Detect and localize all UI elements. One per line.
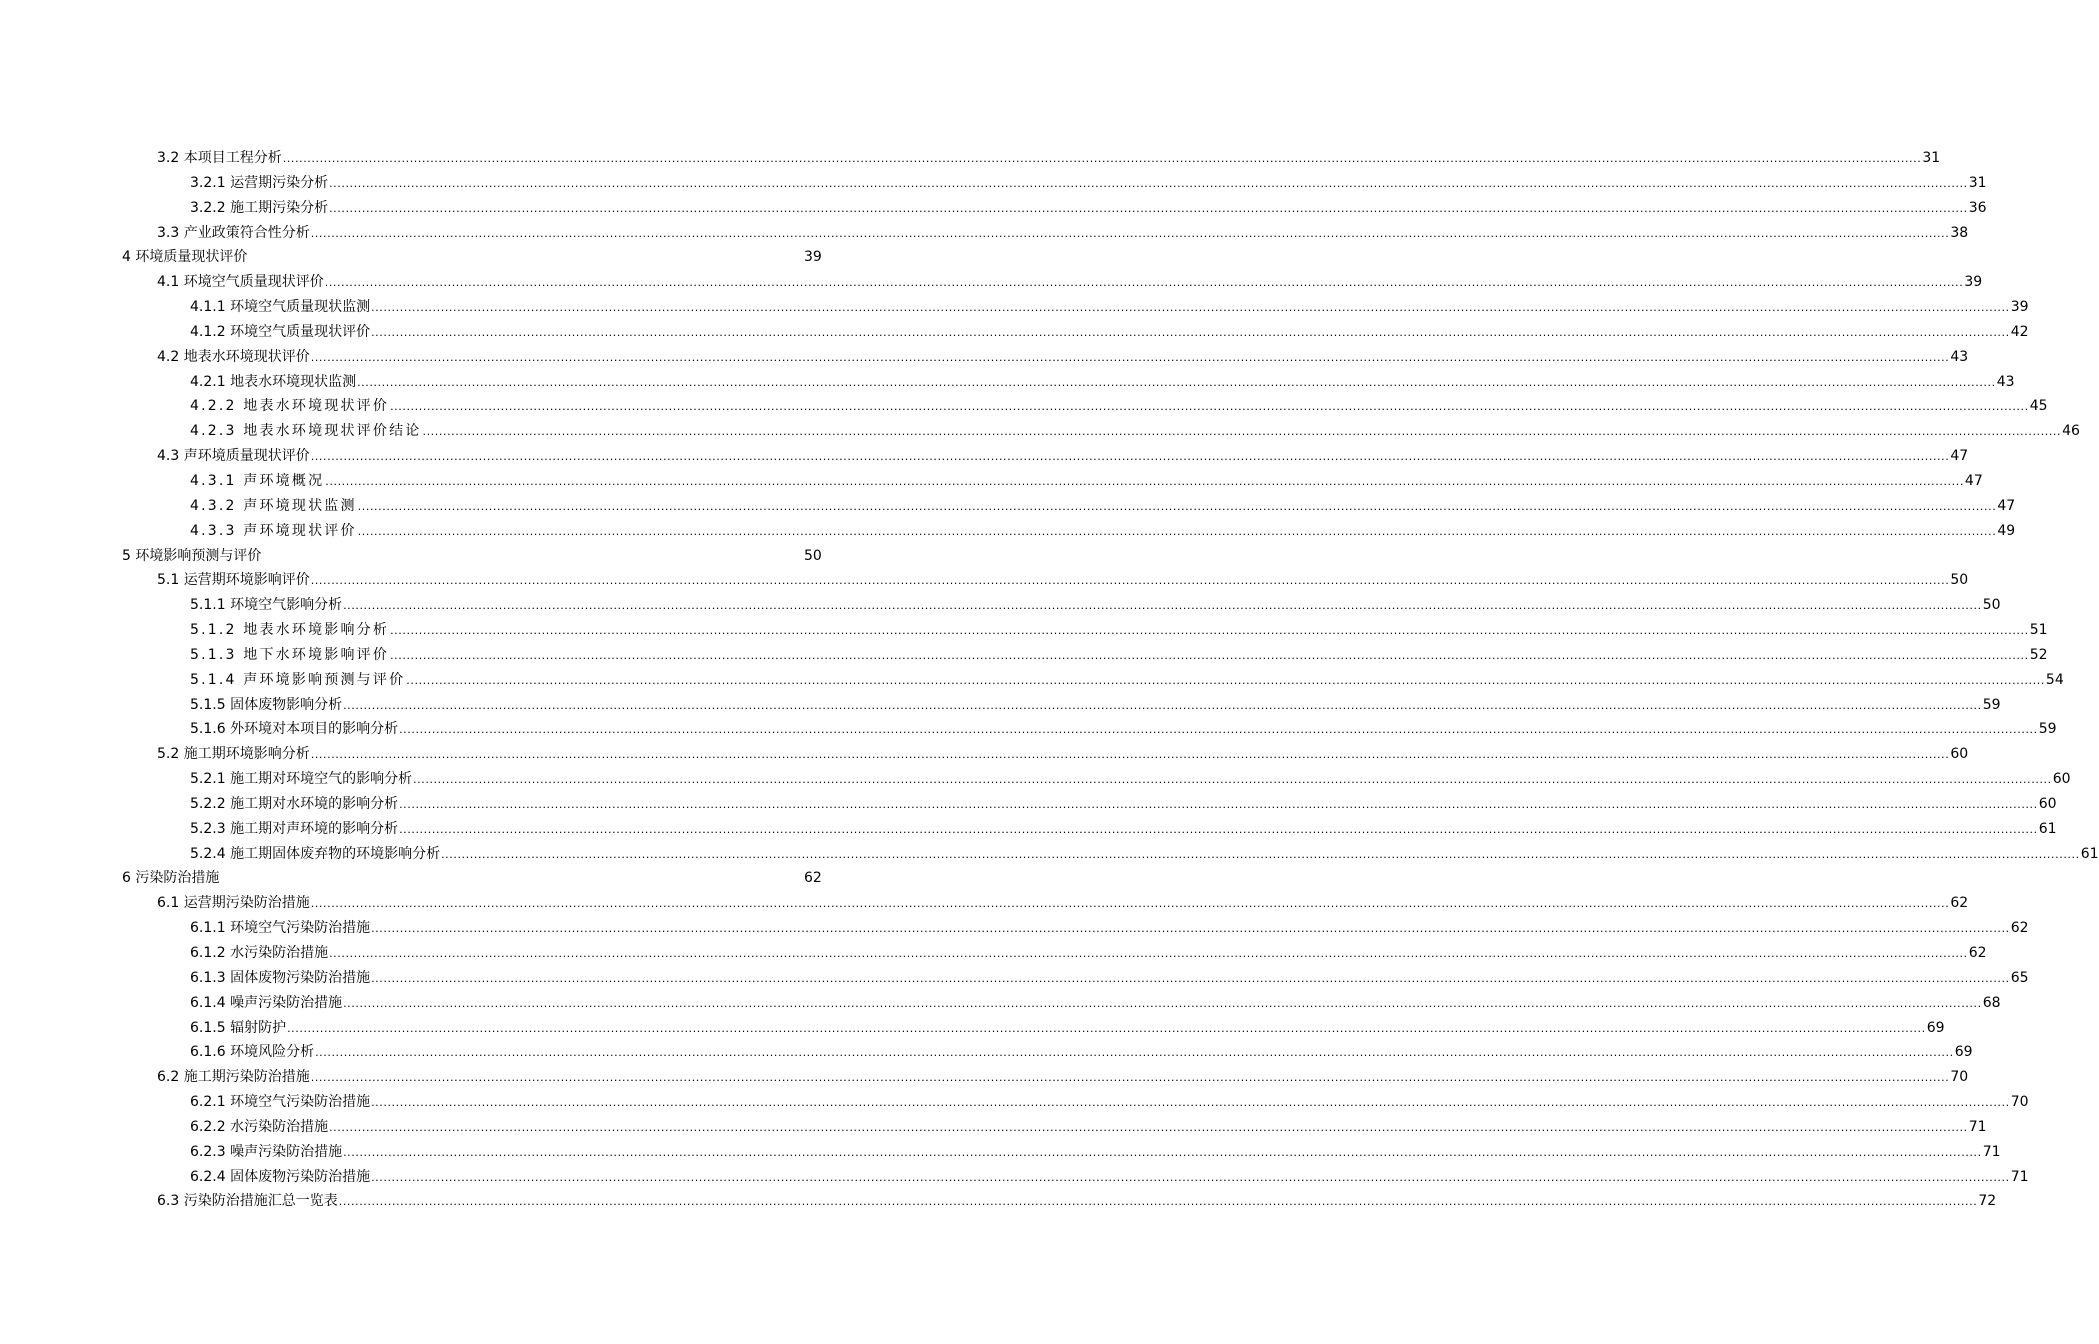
- toc-entry[interactable]: [0, 370, 2015, 395]
- toc-entry-page-number: 39: [2010, 299, 2029, 316]
- toc-entry-line: [190, 1090, 2029, 1116]
- toc-entry-line: [190, 370, 2015, 396]
- toc-entry-line: [157, 444, 1969, 470]
- toc-entry-page-number: 61: [2080, 845, 2099, 862]
- toc-entry[interactable]: [0, 1065, 1969, 1090]
- toc-entry-page-number: 71: [1968, 1118, 1987, 1135]
- toc-entry-page-number: 47: [1950, 448, 1969, 465]
- toc-entry-page-number: 69: [1926, 1019, 1945, 1036]
- dot-leader: ................................................................................................................................................................................................................................................................................................................................................................................................................: [310, 748, 1950, 762]
- dot-leader: ................................................................................................................................................................................................................................................................................................................................................................................................................: [315, 1046, 1954, 1060]
- dot-leader: ................................................................................................................................................................................................................................................................................................................................................................................................................: [390, 624, 2029, 638]
- toc-entry-title: 5.1.4 声环境影响预测与评价: [190, 671, 406, 688]
- toc-entry[interactable]: [0, 1115, 1987, 1140]
- toc-entry-page-number: 65: [2010, 969, 2029, 986]
- toc-entry-line: [190, 643, 2048, 669]
- dot-leader: ................................................................................................................................................................................................................................................................................................................................................................................................................: [399, 822, 2038, 836]
- toc-entry-line: [190, 519, 2016, 545]
- toc-entry-line: [157, 891, 1969, 917]
- dot-leader: ................................................................................................................................................................................................................................................................................................................................................................................................................: [371, 971, 2010, 985]
- toc-entry-line: [157, 742, 1969, 768]
- toc-entry-page-number: 47: [1964, 472, 1983, 489]
- toc-entry-page-number: 62: [1950, 895, 1969, 912]
- toc-entry-line: [190, 419, 2080, 445]
- toc-entry[interactable]: [0, 742, 1969, 767]
- toc-entry-title: 4.3.3 声环境现状评价: [190, 522, 357, 539]
- toc-entry[interactable]: [0, 817, 2057, 842]
- toc-entry-title: 3.2 本项目工程分析: [157, 150, 282, 166]
- toc-entry-page-number: 61: [2038, 820, 2057, 837]
- dot-leader: ................................................................................................................................................................................................................................................................................................................................................................................................................: [343, 599, 1982, 613]
- dot-leader: ................................................................................................................................................................................................................................................................................................................................................................................................................: [371, 325, 2010, 339]
- toc-entry[interactable]: [0, 1140, 2001, 1165]
- toc-entry-line: [190, 966, 2029, 992]
- toc-entry-line: [190, 916, 2029, 942]
- dot-leader: ................................................................................................................................................................................................................................................................................................................................................................................................................: [343, 996, 1982, 1010]
- toc-entry-title: 4.2.3 地表水环境现状评价结论: [190, 423, 422, 440]
- toc-entry-title: 6.2.4 固体废物污染防治措施: [190, 1168, 371, 1185]
- toc-entry[interactable]: [0, 196, 1987, 221]
- toc-entry-page-number: 62: [804, 870, 822, 887]
- toc-entry-page-number: 49: [1997, 522, 2016, 539]
- toc-entry-page-number: 31: [1922, 150, 1941, 166]
- toc-entry-line: [157, 146, 1941, 172]
- toc-entry[interactable]: [0, 767, 2071, 792]
- toc-entry-page-number: 47: [1997, 497, 2016, 514]
- toc-entry-line: [157, 1189, 1997, 1215]
- toc-entry[interactable]: [0, 270, 1983, 295]
- dot-leader: ................................................................................................................................................................................................................................................................................................................................................................................................................: [324, 276, 1964, 290]
- toc-entry[interactable]: [0, 295, 2029, 320]
- toc-entry-page-number: 38: [1950, 224, 1969, 241]
- dot-leader: ................................................................................................................................................................................................................................................................................................................................................................................................................: [390, 400, 2029, 414]
- toc-entry-title: 4.3.2 声环境现状监测: [190, 497, 357, 514]
- dot-leader: ................................................................................................................................................................................................................................................................................................................................................................................................................: [343, 698, 1982, 712]
- toc-entry-title: 3.2.1 运营期污染分析: [190, 174, 329, 191]
- toc-entry-title: 6.2.3 噪声污染防治措施: [190, 1143, 343, 1160]
- dot-leader: ................................................................................................................................................................................................................................................................................................................................................................................................................: [441, 847, 2080, 861]
- dot-leader: ................................................................................................................................................................................................................................................................................................................................................................................................................: [413, 773, 2052, 787]
- toc-entry-title: 6.3 污染防治措施汇总一览表: [157, 1193, 338, 1210]
- toc-entry-page-number: 70: [2010, 1094, 2029, 1111]
- toc-entry-line: [190, 1016, 1945, 1042]
- dot-leader: ................................................................................................................................................................................................................................................................................................................................................................................................................: [282, 152, 1922, 165]
- toc-entry-line: [157, 221, 1969, 247]
- dot-leader: ................................................................................................................................................................................................................................................................................................................................................................................................................: [371, 1096, 2010, 1110]
- toc-entry[interactable]: [0, 494, 2016, 519]
- dot-leader: ................................................................................................................................................................................................................................................................................................................................................................................................................: [287, 1021, 1926, 1035]
- toc-entry-line: [190, 394, 2048, 420]
- toc-entry-title: 5.2.4 施工期固体废弃物的环境影响分析: [190, 845, 441, 862]
- toc-entry-title: 5.1.5 固体废物影响分析: [190, 696, 343, 713]
- toc-entry-line: [190, 469, 1983, 495]
- toc-entry[interactable]: [0, 916, 2029, 941]
- toc-entry[interactable]: [0, 171, 1987, 196]
- toc-entry-title: 5.1 运营期环境影响评价: [157, 572, 310, 589]
- dot-leader: ................................................................................................................................................................................................................................................................................................................................................................................................................: [329, 176, 1968, 190]
- toc-entry-page-number: 54: [2045, 671, 2064, 688]
- toc-entry-line: [190, 295, 2029, 321]
- dot-leader: ................................................................................................................................................................................................................................................................................................................................................................................................................: [399, 797, 2038, 811]
- dot-leader: ................................................................................................................................................................................................................................................................................................................................................................................................................: [325, 474, 1964, 488]
- toc-entry[interactable]: [0, 792, 2057, 817]
- toc-entry-page-number: 71: [1982, 1143, 2001, 1160]
- toc-entry-line: [190, 494, 2016, 520]
- toc-entry-title: 4.2.1 地表水环境现状监测: [190, 373, 357, 390]
- toc-entry-page-number: 72: [1978, 1193, 1997, 1210]
- toc-entry-line: [190, 817, 2057, 843]
- toc-entry-title: 5 环境影响预测与评价: [122, 547, 262, 564]
- toc-entry-title: 6.1.5 辐射防护: [190, 1019, 287, 1036]
- toc-entry-page-number: 59: [2038, 721, 2057, 738]
- toc-entry[interactable]: [0, 544, 950, 569]
- toc-entry-title: 5.2.3 施工期对声环境的影响分析: [190, 820, 399, 837]
- toc-entry-page-number: 59: [1982, 696, 2001, 713]
- toc-entry[interactable]: [0, 320, 2029, 345]
- toc-entry-page-number: 43: [1996, 373, 2015, 390]
- toc-entry-page-number: 70: [1950, 1069, 1969, 1086]
- toc-entry[interactable]: [0, 618, 2048, 643]
- toc-entry[interactable]: [0, 991, 2001, 1016]
- toc-entry-line: [190, 320, 2029, 346]
- dot-leader: ................................................................................................................................................................................................................................................................................................................................................................................................................: [310, 350, 1950, 364]
- toc-entry[interactable]: [0, 1016, 1945, 1041]
- toc-entry-title: 4.2.2 地表水环境现状评价: [190, 398, 390, 415]
- toc-entry-title: 6.1.6 环境风险分析: [190, 1044, 315, 1061]
- toc-entry-line: [122, 245, 950, 270]
- toc-entry-title: 5.2.1 施工期对环境空气的影响分析: [190, 771, 413, 788]
- toc-entry[interactable]: [0, 394, 2048, 419]
- table-of-contents: [0, 146, 2099, 1214]
- toc-entry-page-number: 69: [1954, 1044, 1973, 1061]
- toc-entry-line: [190, 618, 2048, 644]
- toc-entry[interactable]: [0, 966, 2029, 991]
- dot-leader: ................................................................................................................................................................................................................................................................................................................................................................................................................: [338, 1195, 1978, 1209]
- toc-entry-line: [122, 866, 950, 891]
- dot-leader: ................................................................................................................................................................................................................................................................................................................................................................................................................: [329, 1120, 1968, 1134]
- toc-entry-line: [190, 941, 1987, 967]
- toc-entry-line: [190, 842, 2099, 868]
- dot-leader: ................................................................................................................................................................................................................................................................................................................................................................................................................: [422, 425, 2062, 439]
- toc-entry[interactable]: [0, 842, 2099, 867]
- toc-entry-title: 4.2 地表水环境现状评价: [157, 348, 310, 365]
- toc-entry[interactable]: [0, 668, 2064, 693]
- toc-entry[interactable]: [0, 866, 950, 891]
- toc-entry-page-number: 62: [2010, 920, 2029, 937]
- toc-entry-title: 5.1.3 地下水环境影响评价: [190, 646, 390, 663]
- dot-leader: ................................................................................................................................................................................................................................................................................................................................................................................................................: [357, 499, 1997, 513]
- toc-entry-page-number: 50: [804, 547, 822, 564]
- toc-entry-title: 6.2.2 水污染防治措施: [190, 1118, 329, 1135]
- toc-entry[interactable]: [0, 593, 2001, 618]
- toc-entry-page-number: 50: [1950, 572, 1969, 589]
- toc-entry[interactable]: [0, 693, 2001, 718]
- toc-entry-page-number: 36: [1968, 199, 1987, 216]
- toc-entry-line: [190, 593, 2001, 619]
- toc-entry-page-number: 60: [2052, 771, 2071, 788]
- toc-entry-title: 4.3.1 声环境概况: [190, 472, 325, 489]
- dot-leader: ................................................................................................................................................................................................................................................................................................................................................................................................................: [329, 947, 1968, 960]
- toc-entry-line: [190, 196, 1987, 222]
- toc-entry-title: 3.3 产业政策符合性分析: [157, 224, 310, 241]
- toc-entry-line: [190, 717, 2057, 743]
- toc-entry-line: [190, 693, 2001, 719]
- toc-entry-title: 6.1.1 环境空气污染防治措施: [190, 920, 371, 937]
- toc-entry-title: 6.2.1 环境空气污染防治措施: [190, 1094, 371, 1111]
- toc-entry-page-number: 45: [2029, 398, 2048, 415]
- toc-entry[interactable]: [0, 1090, 2029, 1115]
- toc-entry-line: [190, 1115, 1987, 1141]
- toc-entry-title: 6.1.4 噪声污染防治措施: [190, 994, 343, 1011]
- dot-leader: ................................................................................................................................................................................................................................................................................................................................................................................................................: [310, 450, 1950, 464]
- toc-entry[interactable]: [0, 1165, 2029, 1190]
- dot-leader: ................................................................................................................................................................................................................................................................................................................................................................................................................: [371, 301, 2010, 315]
- dot-leader: ................................................................................................................................................................................................................................................................................................................................................................................................................: [371, 922, 2010, 936]
- toc-entry-title: 5.1.2 地表水环境影响分析: [190, 622, 390, 639]
- toc-entry[interactable]: [0, 444, 1969, 469]
- dot-leader: ................................................................................................................................................................................................................................................................................................................................................................................................................: [329, 201, 1968, 215]
- toc-entry[interactable]: [0, 345, 1969, 370]
- toc-entry[interactable]: [0, 146, 1941, 171]
- toc-entry-title: 4 环境质量现状评价: [122, 249, 248, 266]
- toc-entry-line: [190, 1165, 2029, 1191]
- dot-leader: ................................................................................................................................................................................................................................................................................................................................................................................................................: [310, 897, 1950, 911]
- toc-entry-page-number: 31: [1968, 174, 1987, 191]
- toc-entry[interactable]: [0, 941, 1987, 966]
- toc-entry-page-number: 60: [2038, 795, 2057, 812]
- toc-entry[interactable]: [0, 717, 2057, 742]
- toc-entry-title: 6.2 施工期污染防治措施: [157, 1069, 310, 1086]
- toc-entry-line: [190, 1040, 1973, 1066]
- toc-entry[interactable]: [0, 1189, 1997, 1214]
- toc-entry[interactable]: [0, 221, 1969, 246]
- toc-entry-page-number: 43: [1950, 348, 1969, 365]
- toc-entry[interactable]: [0, 568, 1969, 593]
- toc-entry-line: [190, 171, 1987, 197]
- toc-entry-line: [157, 568, 1969, 594]
- toc-entry-page-number: 51: [2029, 622, 2048, 639]
- toc-entry-page-number: 62: [1968, 945, 1987, 961]
- toc-entry-page-number: 39: [1964, 274, 1983, 291]
- toc-entry-page-number: 60: [1950, 746, 1969, 763]
- toc-entry-title: 4.3 声环境质量现状评价: [157, 448, 310, 465]
- toc-entry-title: 6.1.2 水污染防治措施: [190, 945, 329, 961]
- toc-entry-line: [190, 991, 2001, 1017]
- toc-entry-page-number: 42: [2010, 323, 2029, 340]
- toc-entry-title: 4.1 环境空气质量现状评价: [157, 274, 324, 291]
- toc-entry[interactable]: [0, 643, 2048, 668]
- toc-entry-title: 5.1.1 环境空气影响分析: [190, 597, 343, 614]
- toc-entry-line: [122, 544, 950, 569]
- toc-entry-title: 5.2 施工期环境影响分析: [157, 746, 310, 763]
- toc-entry-title: 6.1 运营期污染防治措施: [157, 895, 310, 912]
- dot-leader: ................................................................................................................................................................................................................................................................................................................................................................................................................: [399, 723, 2038, 737]
- dot-leader: ................................................................................................................................................................................................................................................................................................................................................................................................................: [371, 1170, 2010, 1184]
- toc-entry-line: [190, 792, 2057, 818]
- dot-leader: ................................................................................................................................................................................................................................................................................................................................................................................................................: [310, 1071, 1950, 1085]
- toc-entry-title: 4.1.1 环境空气质量现状监测: [190, 299, 371, 316]
- dot-leader: ................................................................................................................................................................................................................................................................................................................................................................................................................: [357, 375, 1996, 389]
- toc-entry-title: 6.1.3 固体废物污染防治措施: [190, 969, 371, 986]
- dot-leader: ................................................................................................................................................................................................................................................................................................................................................................................................................: [310, 574, 1950, 588]
- toc-entry[interactable]: [0, 519, 2016, 544]
- dot-leader: ................................................................................................................................................................................................................................................................................................................................................................................................................: [390, 648, 2029, 662]
- toc-entry[interactable]: [0, 469, 1983, 494]
- toc-entry-line: [190, 1140, 2001, 1166]
- toc-entry-title: 5.1.6 外环境对本项目的影响分析: [190, 721, 399, 738]
- dot-leader: ................................................................................................................................................................................................................................................................................................................................................................................................................: [406, 673, 2045, 687]
- toc-entry[interactable]: [0, 419, 2080, 444]
- toc-entry[interactable]: [0, 245, 950, 270]
- toc-entry-line: [157, 270, 1983, 296]
- toc-entry-page-number: 68: [1982, 994, 2001, 1011]
- toc-entry-page-number: 46: [2062, 423, 2080, 440]
- toc-entry-line: [157, 1065, 1969, 1091]
- toc-entry-line: [190, 767, 2071, 793]
- dot-leader: ................................................................................................................................................................................................................................................................................................................................................................................................................: [310, 226, 1950, 240]
- toc-entry[interactable]: [0, 891, 1969, 916]
- toc-entry-page-number: 52: [2029, 646, 2048, 663]
- toc-entry-page-number: 71: [2010, 1168, 2029, 1185]
- toc-entry-title: 4.1.2 环境空气质量现状评价: [190, 323, 371, 340]
- toc-entry-title: 3.2.2 施工期污染分析: [190, 199, 329, 216]
- dot-leader: ................................................................................................................................................................................................................................................................................................................................................................................................................: [343, 1145, 1982, 1159]
- toc-entry-page-number: 50: [1982, 597, 2001, 614]
- toc-entry-page-number: 39: [804, 249, 822, 266]
- dot-leader: ................................................................................................................................................................................................................................................................................................................................................................................................................: [357, 524, 1997, 538]
- toc-entry-title: 6 污染防治措施: [122, 870, 220, 887]
- toc-entry-line: [157, 345, 1969, 371]
- toc-entry-title: 5.2.2 施工期对水环境的影响分析: [190, 795, 399, 812]
- toc-entry-line: [190, 668, 2064, 694]
- toc-entry[interactable]: [0, 1040, 1973, 1065]
